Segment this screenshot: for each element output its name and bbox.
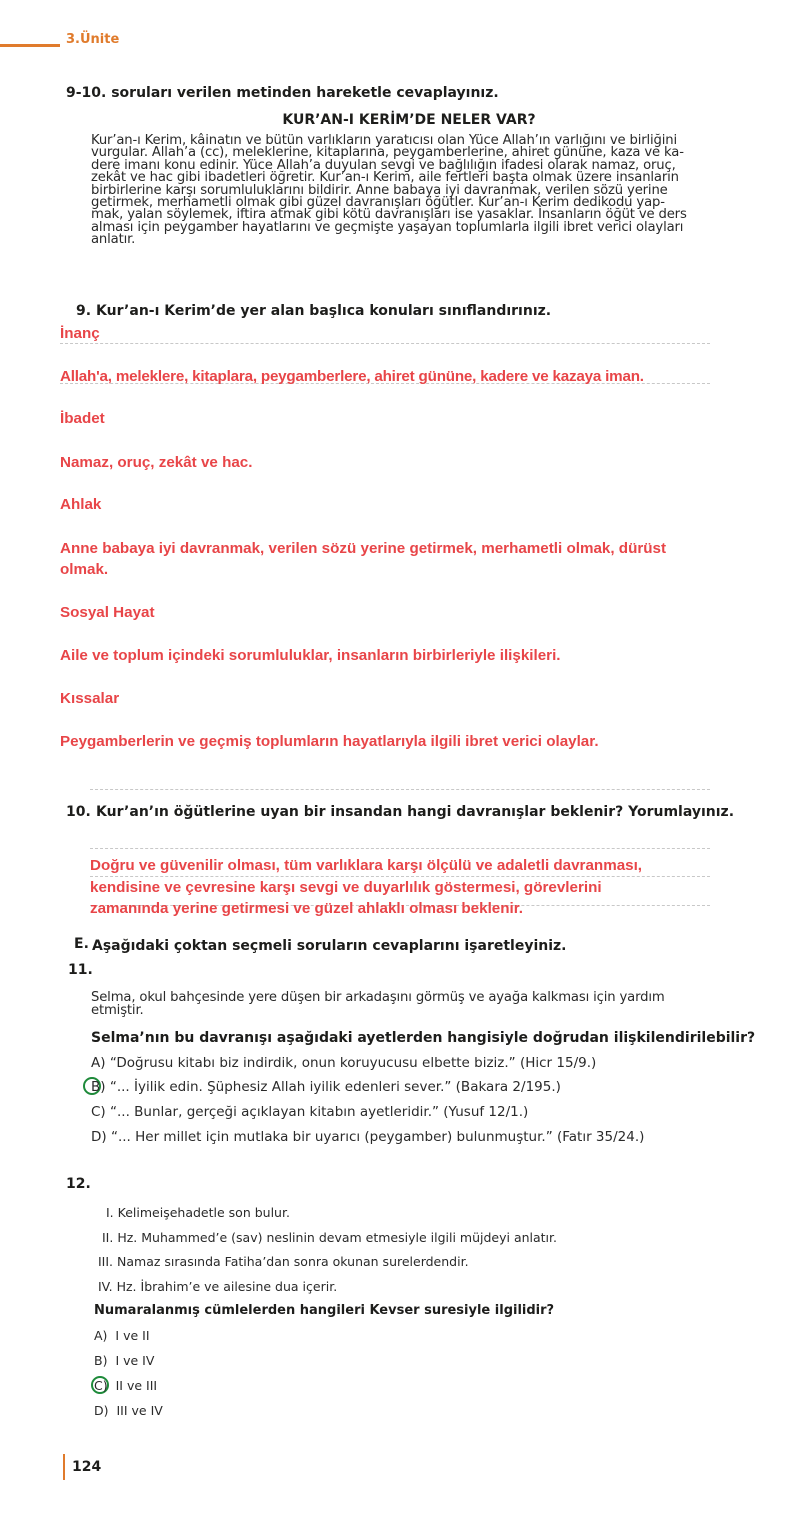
- scenario-line: Selma, okul bahçesinde yere düşen bir arkadaşını görmüş ve ayağa kalkması için yardım: [91, 990, 665, 1005]
- q9-answer-text: Aile ve toplum içindeki sorumluluklar, insanların birbirleriyle ilişkileri.: [60, 647, 561, 664]
- option-letter: A): [94, 1328, 108, 1343]
- q11-question: Selma’nın bu davranışı aşağıdaki ayetlerden hangisiyle doğrudan ilişkilendirilebilir?: [91, 1030, 756, 1046]
- option-letter: B): [94, 1353, 108, 1368]
- q9-answer-heading: Kıssalar: [60, 690, 120, 707]
- q10-answer-line: Doğru ve güvenilir olması, tüm varlıklara karşı ölçülü ve adaletli davranması,: [90, 857, 643, 874]
- section-e-instruction: Aşağıdaki çoktan seçmeli soruların cevaplarını işaretleyiniz.: [92, 938, 567, 954]
- statement-roman: I.: [106, 1205, 114, 1220]
- statement-roman: IV.: [98, 1279, 113, 1294]
- q12-option-c[interactable]: [94, 1378, 157, 1393]
- reading-title: KUR’AN-I KERİM’DE NELER VAR?: [282, 112, 536, 128]
- q9-answer-text: Namaz, oruç, zekât ve hac.: [60, 454, 253, 471]
- paragraph-line: getirmek, merhametli olmak gibi güzel davranışları öğütler. Kur’an-ı Kerim dedikodu yap-: [91, 195, 665, 211]
- paragraph-line: dere imanı konu edinir. Yüce Allah’a duyulan sevgi ve bağlılığın ifadesi olarak namaz, oruç,: [91, 157, 676, 173]
- answer-line: [90, 789, 710, 790]
- option-letter: C): [91, 1104, 106, 1120]
- scenario-line: etmiştir.: [91, 1003, 144, 1018]
- option-text: I ve II: [115, 1328, 150, 1343]
- option-text: “Doğrusu kitabı biz indirdik, onun koruyucusu elbette biziz.” (Hicr 15/9.): [109, 1055, 597, 1071]
- q11-option-a[interactable]: [91, 1055, 596, 1071]
- statement-roman: III.: [98, 1254, 114, 1269]
- answer-line: [90, 876, 710, 877]
- paragraph-line: birbirlerine karşı sorumluluklarını bildirir. Anne babaya iyi davranmak, verilen sözü yerine: [91, 182, 668, 198]
- option-letter: A): [91, 1055, 106, 1071]
- q11-option-b[interactable]: [91, 1079, 561, 1095]
- paragraph-line: anlatır.: [91, 232, 136, 248]
- q12-statement: [102, 1230, 557, 1245]
- answer-line: [60, 343, 710, 344]
- q12-statement: [98, 1279, 337, 1294]
- q9-answer-heading: Sosyal Hayat: [60, 604, 155, 621]
- option-text: “... İyilik edin. Şüphesiz Allah iyilik edenleri sever.” (Bakara 2/195.): [109, 1079, 561, 1095]
- q9-number: 9.: [76, 303, 92, 319]
- q9-answer-text: Peygamberlerin ve geçmiş toplumların hayatlarıyla ilgili ibret verici olaylar.: [60, 733, 599, 750]
- statement-roman: II.: [102, 1230, 114, 1245]
- q10-number: 10.: [66, 804, 91, 820]
- option-text: I ve IV: [115, 1353, 155, 1368]
- q10-text: Kur’an’ın öğütlerine uyan bir insandan hangi davranışlar beklenir? Yorumlayınız.: [96, 804, 735, 820]
- q9-answer-text: olmak.: [60, 561, 109, 578]
- answer-line: [90, 848, 710, 849]
- q11-option-c[interactable]: [91, 1104, 528, 1120]
- q12-number: 12.: [66, 1176, 91, 1192]
- option-text: II ve III: [115, 1378, 158, 1393]
- statement-text: Kelimeişehadetle son bulur.: [117, 1205, 290, 1220]
- unit-accent-rule: [0, 44, 60, 47]
- q9-answer-heading: Ahlak: [60, 496, 102, 513]
- option-text: “... Bunlar, gerçeği açıklayan kitabın ayetleridir.” (Yusuf 12/1.): [110, 1104, 529, 1120]
- q11-number: 11.: [68, 962, 93, 978]
- q9-answer-heading: İnanç: [60, 325, 100, 342]
- q9-answer-text: Allah'a, meleklere, kitaplara, peygamberlere, ahiret gününe, kadere ve kazaya iman.: [60, 368, 644, 385]
- page-number-rule: [63, 1454, 65, 1480]
- q10-answer-line: zamanında yerine getirmesi ve güzel ahlaklı olması beklenir.: [90, 900, 524, 917]
- q12-statement: [98, 1254, 469, 1269]
- reading-paragraph: [91, 135, 731, 247]
- option-letter: C): [94, 1378, 108, 1393]
- paragraph-line: vurgular. Allah’a (cc), meleklerine, kitaplarına, peygamberlerine, ahiret gününe, kaza ve ka-: [91, 145, 684, 161]
- paragraph-line: mak, yalan söylemek, iftira atmak gibi kötü davranışları ise yasaklar. İnsanların öğüt ve ders: [91, 207, 687, 223]
- q12-question: Numaralanmış cümlelerden hangileri Kevser suresiyle ilgilidir?: [94, 1303, 555, 1318]
- q9-text: Kur’an-ı Kerim’de yer alan başlıca konuları sınıflandırınız.: [96, 303, 552, 319]
- option-text: “... Her millet için mutlaka bir uyarıcı (peygamber) bulunmuştur.” (Fatır 35/24.): [110, 1129, 645, 1145]
- paragraph-line: alması için peygamber hayatlarını ve geçmişte yaşayan toplumlarla ilgili ibret verici olayları: [91, 219, 684, 235]
- section-instruction: 9-10. soruları verilen metinden hareketle cevaplayınız.: [66, 85, 499, 101]
- q11-option-d[interactable]: [91, 1129, 644, 1145]
- option-text: III ve IV: [116, 1403, 163, 1418]
- statement-text: Hz. Muhammed’e (sav) neslinin devam etmesiyle ilgili müjdeyi anlatır.: [117, 1230, 557, 1245]
- paragraph-line: Kur’an-ı Kerim, kâinatın ve bütün varlıkların yaratıcısı olan Yüce Allah’ın varlığını ve birliğini: [91, 133, 677, 148]
- q12-statement: [106, 1205, 290, 1220]
- section-e-letter: E.: [74, 936, 89, 952]
- q11-scenario: [91, 991, 731, 1017]
- statement-text: Hz. İbrahim’e ve ailesine dua içerir.: [116, 1279, 338, 1294]
- statement-text: Namaz sırasında Fatiha’dan sonra okunan surelerdendir.: [117, 1254, 469, 1269]
- q12-option-d[interactable]: [94, 1403, 163, 1418]
- q9-answer-heading: İbadet: [60, 410, 105, 427]
- q9-answer-text: Anne babaya iyi davranmak, verilen sözü yerine getirmek, merhametli olmak, dürüst: [60, 540, 667, 557]
- q12-option-b[interactable]: [94, 1353, 154, 1368]
- paragraph-line: zekât ve hac gibi ibadetleri öğretir. Kur’an-ı Kerim, aile fertleri başta olmak üzere insanların: [91, 170, 679, 186]
- page-number: 124: [72, 1459, 102, 1475]
- option-letter: D): [94, 1403, 109, 1418]
- q10-answer-line: kendisine ve çevresine karşı sevgi ve duyarlılık göstermesi, görevlerini: [90, 879, 602, 896]
- option-letter: D): [91, 1129, 107, 1145]
- unit-label: 3.Ünite: [66, 32, 120, 47]
- q12-option-a[interactable]: [94, 1328, 150, 1343]
- option-letter: B): [91, 1079, 106, 1095]
